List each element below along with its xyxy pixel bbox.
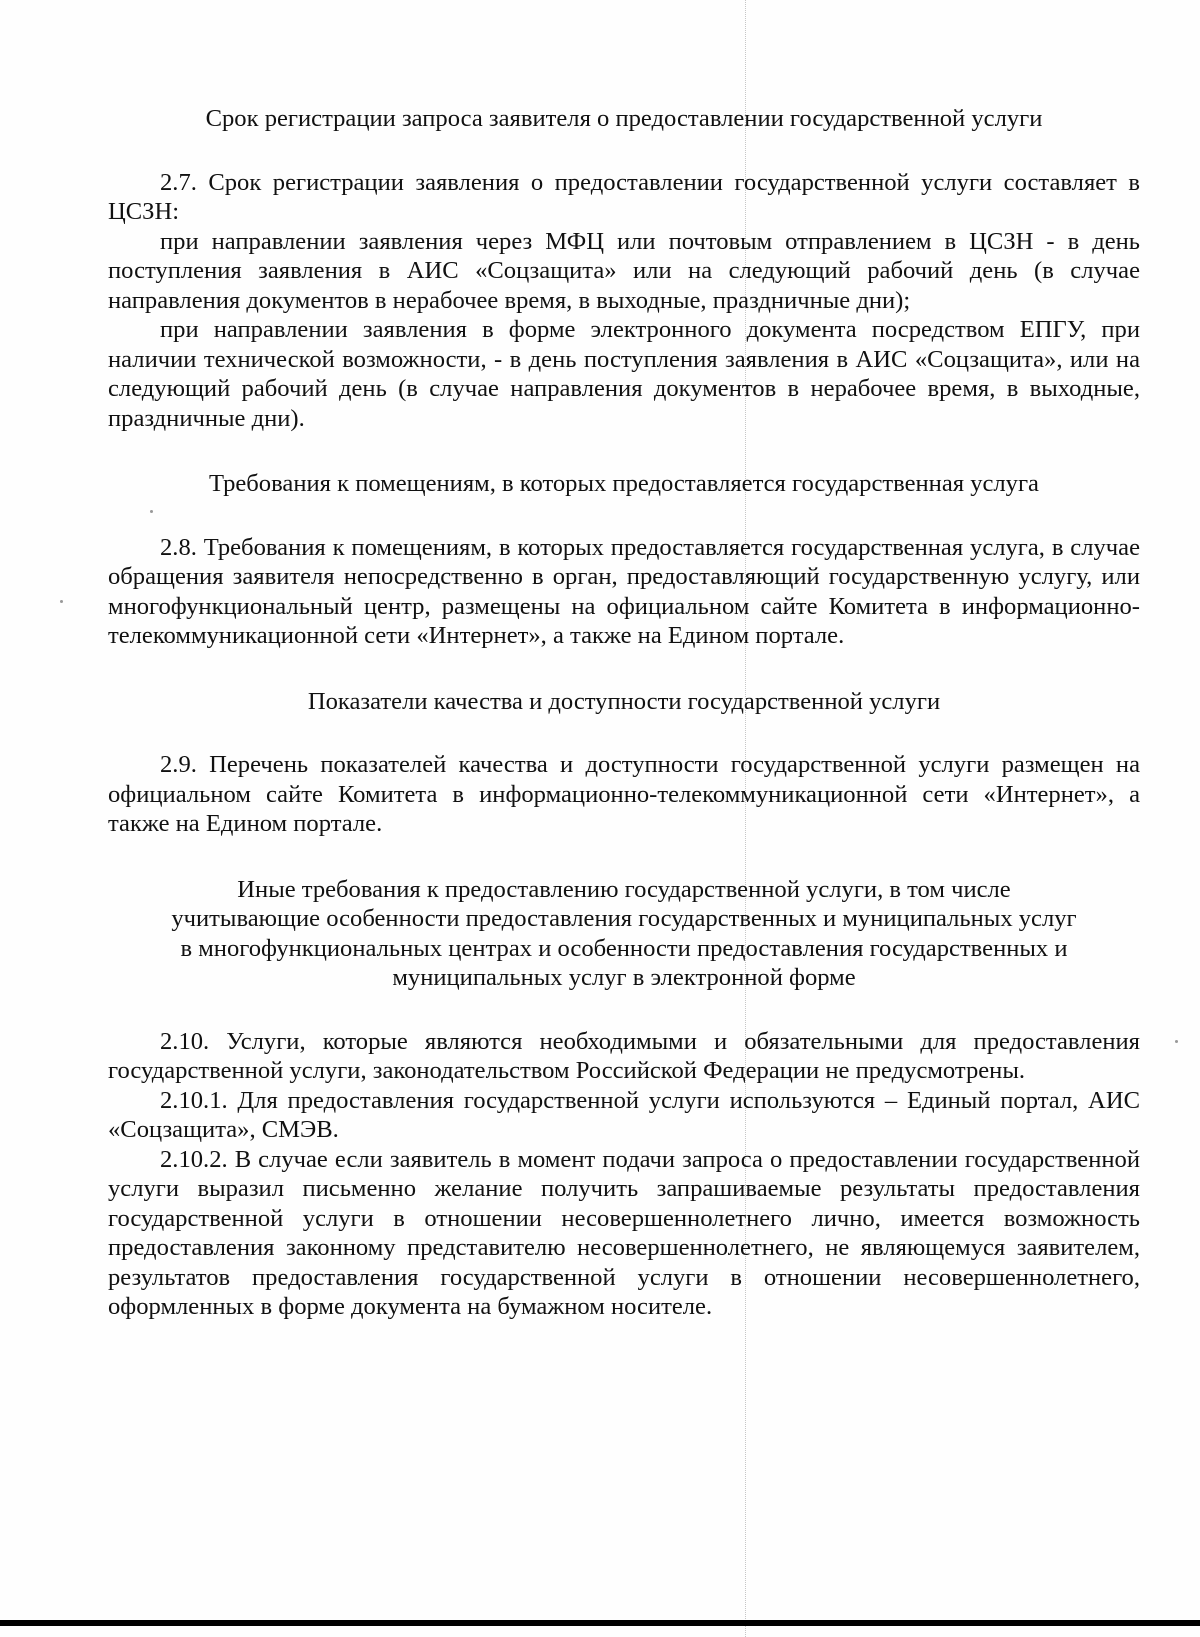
section-heading: Показатели качества и доступности государственной услуги [307, 687, 941, 715]
paragraph-2-10-2: 2.10.2. В случае если заявитель в момент подачи запроса о предоставлении государственной услуги выразил письменно желание получить запрашиваемые результаты предоставления государственной услуги в отношении несовершеннолетнего лично, имеется возможность предоставления законному представителю несовершеннолетнего, не являющемуся заявителем, результатов предоставления государственной услуги в отношении несовершеннолетнего, оформленных в форме документа на бумажном носителе. [108, 1145, 1140, 1320]
paragraph-2-7: 2.7. Срок регистрации заявления о предоставлении государственной услуги составляет в ЦСЗН: [108, 168, 1140, 225]
section-heading: Иные требования к предоставлению государственной услуги, в том числе учитывающие особенности предоставления государственных и муниципальных услуг в многофункциональных центрах и особенности предоставления государственных и муниципальных услуг в электронной форме [171, 875, 1077, 991]
paragraph-2-8: 2.8. Требования к помещениям, в которых предоставляется государственная услуга, в случае обращения заявителя непосредственно в орган, предоставляющий государственную услугу, или многофункциональный центр, размещены на официальном сайте Комитета в информационно-телекоммуникационной сети «Интернет», а также на Едином портале. [108, 533, 1140, 649]
section-heading-registration-period [108, 104, 1140, 134]
paragraph-2-10-1: 2.10.1. Для предоставления государственной услуги используются – Единый портал, АИС «Соцзащита», СМЭВ. [108, 1086, 1140, 1143]
paragraph-2-9: 2.9. Перечень показателей качества и доступности государственной услуги размещен на официальном сайте Комитета в информационно-телекоммуникационной сети «Интернет», а также на Едином портале. [108, 751, 1140, 837]
paragraph-2-7-mfc: при направлении заявления через МФЦ или почтовым отправлением в ЦСЗН - в день поступления заявления в АИС «Соцзащита» или на следующий рабочий день (в случае направления документов в нерабочее время, в выходные, праздничные дни); [108, 227, 1140, 314]
section-heading-quality [108, 687, 1140, 717]
scan-speck [60, 600, 63, 603]
document-body [108, 104, 1140, 1322]
scan-bottom-edge [0, 1620, 1200, 1626]
paragraph-2-10: 2.10. Услуги, которые являются необходимыми и обязательными для предоставления государственной услуги, законодательством Российской Федерации не предусмотрены. [108, 1027, 1140, 1084]
section-heading-other-requirements [108, 875, 1140, 993]
paragraph-2-7-epgu: при направлении заявления в форме электронного документа посредством ЕПГУ, при наличии технической возможности, - в день поступления заявления в АИС «Соцзащита», или на следующий рабочий день (в случае направления документов в нерабочее время, в выходные, праздничные дни). [108, 316, 1140, 432]
section-heading: Срок регистрации запроса заявителя о предоставлении государственной услуги [205, 105, 1043, 132]
section-heading-premises [108, 469, 1140, 499]
scan-speck [1175, 1040, 1178, 1043]
section-heading: Требования к помещениям, в которых предоставляется государственная услуга [209, 470, 1039, 497]
